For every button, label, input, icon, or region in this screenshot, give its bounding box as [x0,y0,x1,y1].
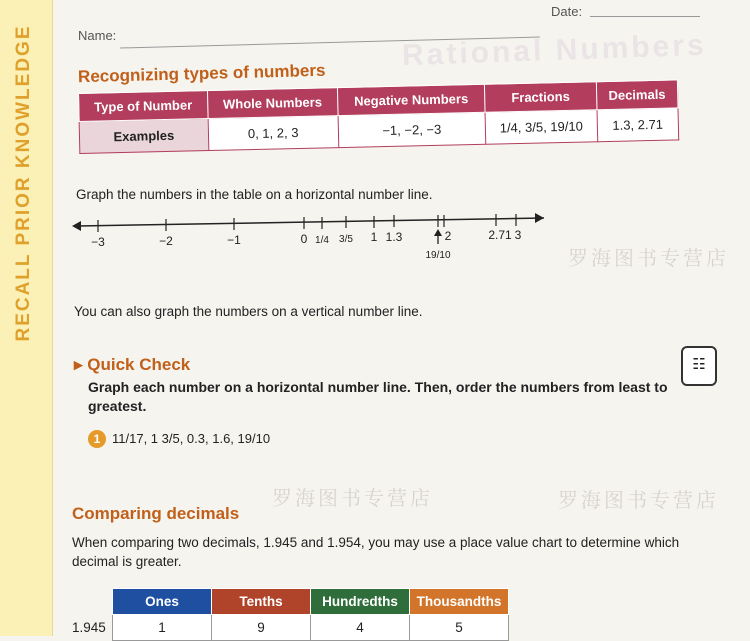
tick-label: 19/10 [425,250,451,261]
pv-header: Thousandths [410,589,509,615]
types-table [78,79,679,154]
table-header: Whole Numbers [207,88,337,119]
pv-header: Tenths [212,589,311,615]
exercise-number-badge: 1 [88,430,106,448]
table-cell: 1/4, 3/5, 19/10 [485,110,597,145]
comparing-text: When comparing two decimals, 1.945 and 1.954, you may use a place value chart to determine which decimal is greater. [72,535,680,569]
sidebar [0,0,53,636]
pv-header: Hundredths [311,589,410,615]
tick-label: 1.3 [385,230,403,244]
row-label: 1.945 [72,620,106,635]
row-label: Examples [79,119,208,154]
tick-label: −1 [227,233,241,247]
table-cell: 1.3, 2.71 [597,108,679,142]
date-label: Date: [551,4,583,19]
name-line[interactable] [120,37,540,49]
pv-cell: 4 [311,615,410,641]
table-header: Negative Numbers [337,84,485,115]
pv-header: Ones [113,589,212,615]
tick-label: 2 [444,229,452,243]
name-date-row [78,4,698,52]
sidebar-label: RECALL PRIOR KNOWLEDGE [13,24,34,342]
vertical-note: You can also graph the numbers on a vertical number line. [74,304,423,319]
right-arrow-icon [535,213,544,223]
section-title-decimals: Comparing decimals [72,504,240,523]
tick-label: 0 [300,232,308,246]
section-title-types: Recognizing types of numbers [77,60,326,87]
table-header: Decimals [596,80,678,110]
exercise-text: 11/17, 1 3/5, 0.3, 1.6, 19/10 [112,431,271,446]
left-arrow-icon [72,221,81,231]
tick-label: 1/4 [315,235,329,246]
date-line[interactable] [590,16,700,17]
faded-title: Rational Numbers [401,28,708,73]
table-cell: 0, 1, 2, 3 [208,116,339,151]
quick-check-instruction: Graph each number on a horizontal number line. Then, order the numbers from least to greatest. [88,379,668,414]
tick-label: 2.71 [488,228,512,242]
tick-label: −2 [159,234,173,248]
graph-instruction: Graph the numbers in the table on a horizontal number line. [76,187,433,202]
watermark: 罗海图书专营店 [568,248,729,270]
number-line [72,206,552,286]
pv-cell: 5 [410,615,509,641]
table-header: Fractions [485,82,597,113]
watermark: 罗海图书专营店 [272,488,433,510]
tick-label: 3 [514,228,522,242]
pv-cell: 1 [113,615,212,641]
tick-label: −3 [91,235,105,249]
tick-label: 1 [370,230,378,244]
place-value-table [72,588,509,641]
name-label: Name: [78,28,117,43]
tick-label: 3/5 [339,234,353,245]
checklist-icon[interactable]: ☷ [681,346,717,386]
table-cell: −1, −2, −3 [338,112,486,147]
pv-cell: 9 [212,615,311,641]
quick-check-title: ▸ Quick Check [74,355,191,374]
up-arrow-icon [434,229,442,236]
watermark: 罗海图书专营店 [558,490,719,512]
table-header: Type of Number [79,91,208,122]
